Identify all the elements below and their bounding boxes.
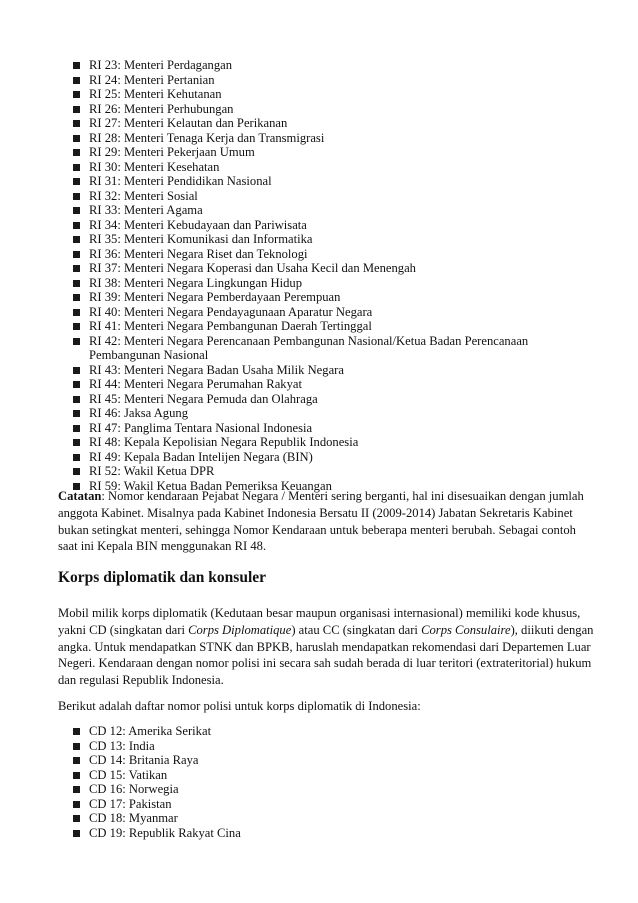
square-bullet-icon xyxy=(73,77,80,84)
list-item xyxy=(70,724,590,739)
list-item xyxy=(70,768,590,783)
list-item-text: CD 12: Amerika Serikat xyxy=(89,724,212,738)
list-item xyxy=(70,782,590,797)
square-bullet-icon xyxy=(73,801,80,808)
square-bullet-icon xyxy=(73,830,80,837)
square-bullet-icon xyxy=(73,120,80,127)
list-item xyxy=(70,334,590,363)
square-bullet-icon xyxy=(73,207,80,214)
list-item xyxy=(70,435,590,450)
square-bullet-icon xyxy=(73,265,80,272)
list-item xyxy=(70,261,590,276)
list-item-text: RI 27: Menteri Kelautan dan Perikanan xyxy=(89,116,288,130)
square-bullet-icon xyxy=(73,367,80,374)
square-bullet-icon xyxy=(73,236,80,243)
list-item xyxy=(70,174,590,189)
list-item-text: RI 28: Menteri Tenaga Kerja dan Transmigrasi xyxy=(89,130,325,145)
list-item xyxy=(70,203,590,218)
list-item-text: RI 31: Menteri Pendidikan Nasional xyxy=(89,174,272,188)
square-bullet-icon xyxy=(73,381,80,388)
list-item-text: RI 25: Menteri Kehutanan xyxy=(89,87,222,101)
list-item-text: RI 52: Wakil Ketua DPR xyxy=(89,464,215,478)
square-bullet-icon xyxy=(73,106,80,113)
square-bullet-icon xyxy=(73,294,80,301)
list-item xyxy=(70,797,590,812)
list-item-text: RI 36: Menteri Negara Riset dan Teknologi xyxy=(89,246,308,261)
square-bullet-icon xyxy=(73,309,80,316)
list-item-text: RI 44: Menteri Negara Perumahan Rakyat xyxy=(89,377,302,391)
list-intro-paragraph: Berikut adalah daftar nomor polisi untuk korps diplomatik di Indonesia: xyxy=(58,699,421,713)
list-item-text: RI 39: Menteri Negara Pemberdayaan Perempuan xyxy=(89,290,341,304)
list-item-text: RI 34: Menteri Kebudayaan dan Pariwisata xyxy=(89,217,307,232)
square-bullet-icon xyxy=(73,91,80,98)
list-item xyxy=(70,363,590,378)
cd-number-list xyxy=(70,724,590,840)
list-item xyxy=(70,811,590,826)
list-item-text: RI 48: Kepala Kepolisian Negara Republik Indonesia xyxy=(89,435,359,449)
list-item-text: RI 43: Menteri Negara Badan Usaha Milik Negara xyxy=(89,362,344,377)
intro-text: ), diikuti dengan angka. Untuk mendapatkan STNK dan BPKB, haruslah mendapatkan rekomendasi dari Departemen Luar Negeri. Kendaraan dengan nomor polisi ini secara sah sudah berada di luar teritori (extrateritorial) hukum dan regulasi Republik Indonesia. xyxy=(58,622,594,688)
square-bullet-icon xyxy=(73,743,80,750)
list-item xyxy=(70,305,590,320)
list-item-text: RI 45: Menteri Negara Pemuda dan Olahraga xyxy=(89,391,318,406)
list-item xyxy=(70,290,590,305)
intro-text: ) atau CC (singkatan dari xyxy=(291,622,422,637)
list-item-text: CD 13: India xyxy=(89,738,155,753)
list-item xyxy=(70,406,590,421)
square-bullet-icon xyxy=(73,193,80,200)
list-item-text: RI 47: Panglima Tentara Nasional Indonesia xyxy=(89,420,313,435)
square-bullet-icon xyxy=(73,149,80,156)
square-bullet-icon xyxy=(73,251,80,258)
list-item xyxy=(70,319,590,334)
square-bullet-icon xyxy=(73,772,80,779)
list-item-text: RI 33: Menteri Agama xyxy=(89,203,203,217)
list-item-text: CD 15: Vatikan xyxy=(89,767,168,782)
list-item xyxy=(70,377,590,392)
list-item-text: RI 29: Menteri Pekerjaan Umum xyxy=(89,145,255,159)
intro-emphasis: Corps Diplomatique xyxy=(188,622,292,637)
list-item-text: RI 26: Menteri Perhubungan xyxy=(89,101,234,116)
list-item xyxy=(70,739,590,754)
square-bullet-icon xyxy=(73,815,80,822)
intro-paragraph xyxy=(58,605,598,689)
list-item-text: RI 37: Menteri Negara Koperasi dan Usaha Kecil dan Menengah xyxy=(89,261,416,275)
list-item-text: RI 23: Menteri Perdagangan xyxy=(89,58,233,72)
list-item-text: CD 16: Norwegia xyxy=(89,782,179,796)
list-item xyxy=(70,421,590,436)
list-item-text: RI 40: Menteri Negara Pendayagunaan Aparatur Negara xyxy=(89,304,373,319)
square-bullet-icon xyxy=(73,178,80,185)
square-bullet-icon xyxy=(73,338,80,345)
list-item-text: RI 32: Menteri Sosial xyxy=(89,188,198,203)
intro-text: Mobil milik korps diplomatik (Kedutaan besar maupun organisasi internasional) memiliki kode khusus, yakni CD (singkatan dari xyxy=(58,606,581,637)
square-bullet-icon xyxy=(73,222,80,229)
square-bullet-icon xyxy=(73,757,80,764)
square-bullet-icon xyxy=(73,410,80,417)
list-item xyxy=(70,131,590,146)
list-item-text: CD 18: Myanmar xyxy=(89,811,178,825)
list-item xyxy=(70,145,590,160)
list-item xyxy=(70,247,590,262)
list-item xyxy=(70,753,590,768)
list-item-text: RI 42: Menteri Negara Perencanaan Pembangunan Nasional/Ketua Badan Perencanaan Pembangunan Nasional xyxy=(89,333,529,362)
note-paragraph xyxy=(58,488,598,555)
square-bullet-icon xyxy=(73,396,80,403)
list-item-text: CD 19: Republik Rakyat Cina xyxy=(89,825,241,840)
square-bullet-icon xyxy=(73,786,80,793)
list-item xyxy=(70,116,590,131)
square-bullet-icon xyxy=(73,454,80,461)
square-bullet-icon xyxy=(73,135,80,142)
list-item xyxy=(70,464,590,479)
list-item-text: RI 59: Wakil Ketua Badan Pemeriksa Keuangan xyxy=(89,478,332,493)
ri-number-list xyxy=(70,58,590,493)
list-item-text: CD 17: Pakistan xyxy=(89,796,172,811)
list-item xyxy=(70,232,590,247)
list-item-text: RI 24: Menteri Pertanian xyxy=(89,72,215,87)
list-item-text: RI 41: Menteri Negara Pembangunan Daerah Tertinggal xyxy=(89,319,372,333)
square-bullet-icon xyxy=(73,425,80,432)
list-item xyxy=(70,189,590,204)
list-item xyxy=(70,160,590,175)
list-item-text: RI 49: Kepala Badan Intelijen Negara (BIN) xyxy=(89,449,313,464)
note-text: : Nomor kendaraan Pejabat Negara / Menteri sering berganti, hal ini disesuaikan dengan jumlah anggota Kabinet. Misalnya pada Kabinet Indonesia Bersatu II (2009-2014) Jabatan Sekretaris Kabinet bukan setingkat menteri, sehingga Nomor Kendaraan untuk beberapa menteri berubah. Sebagai contoh saat ini Kepala BIN menggunakan RI 48. xyxy=(58,489,584,554)
list-item xyxy=(70,392,590,407)
square-bullet-icon xyxy=(73,439,80,446)
list-item xyxy=(70,73,590,88)
square-bullet-icon xyxy=(73,280,80,287)
note-label: Catatan xyxy=(58,489,102,503)
list-item xyxy=(70,276,590,291)
list-item-text: RI 38: Menteri Negara Lingkungan Hidup xyxy=(89,275,302,290)
list-item-text: RI 35: Menteri Komunikasi dan Informatika xyxy=(89,232,313,246)
square-bullet-icon xyxy=(73,323,80,330)
list-item xyxy=(70,58,590,73)
list-item xyxy=(70,450,590,465)
list-item-text: RI 30: Menteri Kesehatan xyxy=(89,159,220,174)
square-bullet-icon xyxy=(73,468,80,475)
square-bullet-icon xyxy=(73,728,80,735)
section-heading: Korps diplomatik dan konsuler xyxy=(58,569,267,586)
list-item-text: RI 46: Jaksa Agung xyxy=(89,406,188,420)
intro-emphasis: Corps Consulaire xyxy=(421,622,511,637)
list-item xyxy=(70,87,590,102)
list-item xyxy=(70,102,590,117)
square-bullet-icon xyxy=(73,164,80,171)
list-item xyxy=(70,218,590,233)
square-bullet-icon xyxy=(73,62,80,69)
list-item-text: CD 14: Britania Raya xyxy=(89,753,199,767)
list-item xyxy=(70,826,590,841)
